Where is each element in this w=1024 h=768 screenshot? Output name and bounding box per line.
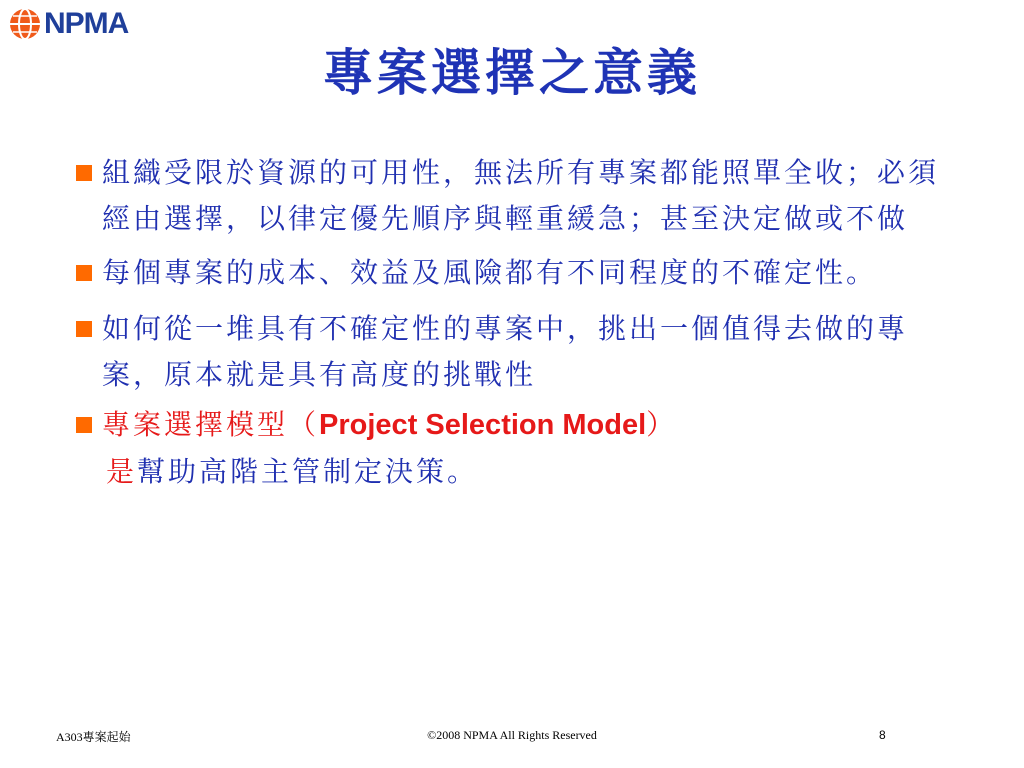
npma-logo (8, 6, 140, 42)
bullet-item (72, 150, 952, 242)
bullet-list (72, 150, 952, 496)
bullet-text: 組織受限於資源的可用性，無法所有專案都能照單全收；必須經由選擇，以律定優先順序與輕重緩急；甚至決定做或不做 (102, 156, 940, 235)
model-english-name: Project Selection Model (319, 409, 647, 441)
bullet-text: 每個專案的成本、效益及風險都有不同程度的不確定性。 (102, 256, 878, 289)
square-bullet-icon (76, 265, 92, 281)
bullet-text: 如何從一堆具有不確定性的專案中，挑出一個值得去做的專案，原本就是具有高度的挑戰性 (102, 312, 909, 391)
square-bullet-icon (76, 321, 92, 337)
footer-course-code: A303專案起始 (56, 730, 131, 744)
square-bullet-icon (76, 165, 92, 181)
page-number: 8 (879, 728, 886, 742)
bullet-item (72, 250, 952, 296)
square-bullet-icon (76, 417, 92, 433)
model-name-text: 專案選擇模型 (102, 408, 289, 441)
logo-text: NPMA (44, 7, 129, 40)
continuation-red-text: 是 (106, 455, 138, 488)
footer-copyright: ©2008 NPMA All Rights Reserved (427, 728, 597, 742)
continuation-text: 幫助高階主管制定決策。 (137, 455, 479, 488)
slide-title: 專案選擇之意義 (323, 43, 701, 102)
paren-close: ） (646, 408, 678, 441)
bullet-continuation (72, 448, 952, 496)
bullet-item (72, 402, 952, 448)
globe-logo-icon (8, 7, 42, 41)
paren-open: （ (288, 408, 320, 441)
bullet-item (72, 306, 952, 398)
